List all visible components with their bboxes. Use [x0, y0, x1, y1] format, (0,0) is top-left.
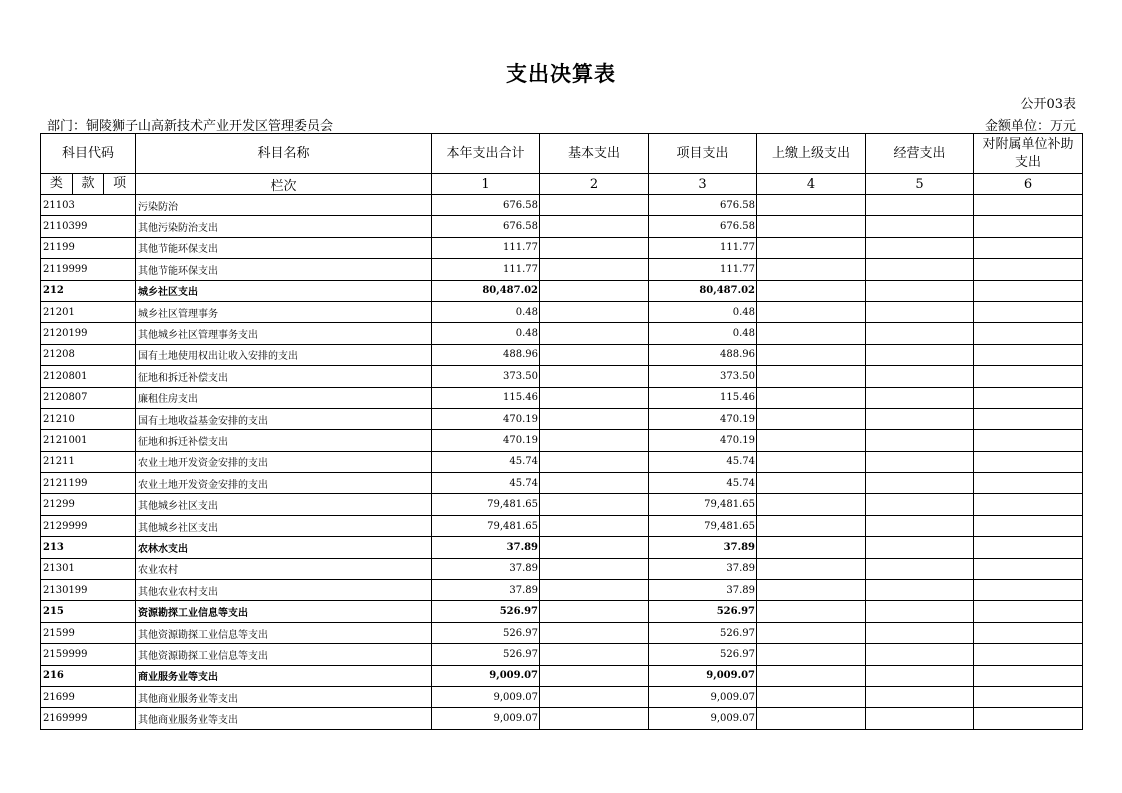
table-row [41, 580, 1083, 601]
cell-business [866, 601, 974, 622]
cell-subsidy [974, 515, 1083, 536]
cell-project: 470.19 [649, 408, 757, 429]
cell-total: 37.89 [432, 558, 540, 579]
cell-basic [540, 280, 649, 301]
cell-project: 0.48 [649, 301, 757, 322]
cell-code: 2121199 [41, 473, 136, 494]
cell-name: 其他节能环保支出 [136, 259, 432, 280]
cell-upper [757, 323, 866, 344]
cell-name: 征地和拆迁补偿支出 [136, 430, 432, 451]
cell-total: 0.48 [432, 323, 540, 344]
cell-business [866, 644, 974, 665]
cell-code: 2129999 [41, 515, 136, 536]
cell-business [866, 387, 974, 408]
header-business: 经营支出 [866, 134, 974, 174]
table-row [41, 644, 1083, 665]
cell-name: 其他城乡社区支出 [136, 494, 432, 515]
cell-business [866, 323, 974, 344]
index-lei: 类 [41, 174, 73, 194]
cell-project: 79,481.65 [649, 515, 757, 536]
cell-total: 526.97 [432, 622, 540, 643]
cell-total: 79,481.65 [432, 515, 540, 536]
cell-total: 488.96 [432, 344, 540, 365]
cell-project: 45.74 [649, 473, 757, 494]
cell-basic [540, 644, 649, 665]
index-c5: 5 [866, 174, 974, 195]
cell-basic [540, 494, 649, 515]
cell-upper [757, 665, 866, 686]
cell-basic [540, 259, 649, 280]
header-subsidy: 对附属单位补助支出 [974, 134, 1083, 174]
cell-code: 215 [41, 601, 136, 622]
expenditure-table [40, 133, 1083, 730]
table-row [41, 537, 1083, 558]
cell-total: 373.50 [432, 366, 540, 387]
cell-upper [757, 259, 866, 280]
cell-basic [540, 473, 649, 494]
cell-upper [757, 622, 866, 643]
cell-upper [757, 408, 866, 429]
cell-total: 115.46 [432, 387, 540, 408]
cell-name: 城乡社区支出 [136, 280, 432, 301]
cell-total: 0.48 [432, 301, 540, 322]
table-row [41, 686, 1083, 707]
cell-basic [540, 708, 649, 729]
cell-business [866, 366, 974, 387]
cell-name: 其他资源勘探工业信息等支出 [136, 644, 432, 665]
cell-upper [757, 708, 866, 729]
cell-upper [757, 494, 866, 515]
cell-project: 9,009.07 [649, 708, 757, 729]
cell-project: 79,481.65 [649, 494, 757, 515]
cell-business [866, 515, 974, 536]
cell-subsidy [974, 259, 1083, 280]
cell-basic [540, 537, 649, 558]
cell-business [866, 558, 974, 579]
table-row [41, 622, 1083, 643]
cell-business [866, 494, 974, 515]
cell-business [866, 537, 974, 558]
cell-upper [757, 344, 866, 365]
index-c6: 6 [974, 174, 1083, 195]
table-header-row [41, 134, 1083, 174]
table-row [41, 708, 1083, 729]
cell-code: 21208 [41, 344, 136, 365]
cell-subsidy [974, 665, 1083, 686]
cell-upper [757, 644, 866, 665]
cell-subsidy [974, 195, 1083, 216]
table-row [41, 301, 1083, 322]
cell-project: 37.89 [649, 580, 757, 601]
table-row [41, 430, 1083, 451]
index-c4: 4 [757, 174, 866, 195]
index-kuan: 款 [73, 174, 105, 194]
cell-name: 其他农业农村支出 [136, 580, 432, 601]
cell-project: 111.77 [649, 259, 757, 280]
cell-upper [757, 515, 866, 536]
cell-business [866, 580, 974, 601]
table-row [41, 344, 1083, 365]
cell-basic [540, 622, 649, 643]
cell-basic [540, 408, 649, 429]
table-body [41, 195, 1083, 730]
cell-code: 21211 [41, 451, 136, 472]
table-row [41, 280, 1083, 301]
cell-total: 111.77 [432, 259, 540, 280]
cell-business [866, 344, 974, 365]
cell-subsidy [974, 323, 1083, 344]
table-row [41, 195, 1083, 216]
cell-name: 农业土地开发资金安排的支出 [136, 451, 432, 472]
cell-code: 2120199 [41, 323, 136, 344]
cell-basic [540, 387, 649, 408]
cell-project: 526.97 [649, 601, 757, 622]
cell-basic [540, 601, 649, 622]
cell-upper [757, 537, 866, 558]
cell-project: 37.89 [649, 558, 757, 579]
cell-basic [540, 558, 649, 579]
cell-code: 21301 [41, 558, 136, 579]
cell-project: 9,009.07 [649, 686, 757, 707]
cell-code: 2110399 [41, 216, 136, 237]
cell-basic [540, 580, 649, 601]
cell-business [866, 237, 974, 258]
cell-total: 37.89 [432, 537, 540, 558]
cell-business [866, 708, 974, 729]
cell-subsidy [974, 622, 1083, 643]
cell-name: 商业服务业等支出 [136, 665, 432, 686]
table-row [41, 237, 1083, 258]
cell-project: 470.19 [649, 430, 757, 451]
cell-code: 212 [41, 280, 136, 301]
cell-name: 资源勘探工业信息等支出 [136, 601, 432, 622]
cell-subsidy [974, 708, 1083, 729]
cell-subsidy [974, 494, 1083, 515]
cell-business [866, 686, 974, 707]
cell-subsidy [974, 366, 1083, 387]
cell-subsidy [974, 430, 1083, 451]
cell-total: 470.19 [432, 408, 540, 429]
table-row [41, 665, 1083, 686]
cell-name: 其他商业服务业等支出 [136, 686, 432, 707]
cell-total: 80,487.02 [432, 280, 540, 301]
cell-business [866, 259, 974, 280]
cell-total: 111.77 [432, 237, 540, 258]
cell-name: 农业土地开发资金安排的支出 [136, 473, 432, 494]
unit-label: 金额单位：万元 [984, 119, 1076, 134]
table-row [41, 408, 1083, 429]
table-row [41, 558, 1083, 579]
cell-upper [757, 195, 866, 216]
cell-subsidy [974, 216, 1083, 237]
header-upper: 上缴上级支出 [757, 134, 866, 174]
form-number: 公开03表 [1020, 97, 1076, 112]
cell-subsidy [974, 237, 1083, 258]
cell-basic [540, 665, 649, 686]
index-c3: 3 [649, 174, 757, 195]
cell-name: 农林水支出 [136, 537, 432, 558]
header-project: 项目支出 [649, 134, 757, 174]
header-total: 本年支出合计 [432, 134, 540, 174]
cell-basic [540, 686, 649, 707]
cell-business [866, 622, 974, 643]
cell-project: 676.58 [649, 195, 757, 216]
cell-subsidy [974, 644, 1083, 665]
cell-subsidy [974, 387, 1083, 408]
index-code-cell [41, 174, 136, 195]
index-xiang: 项 [113, 176, 127, 191]
cell-project: 488.96 [649, 344, 757, 365]
cell-upper [757, 473, 866, 494]
cell-subsidy [974, 558, 1083, 579]
cell-upper [757, 430, 866, 451]
cell-upper [757, 580, 866, 601]
cell-business [866, 665, 974, 686]
cell-name: 国有土地使用权出让收入安排的支出 [136, 344, 432, 365]
cell-upper [757, 366, 866, 387]
cell-name: 其他城乡社区管理事务支出 [136, 323, 432, 344]
table-row [41, 216, 1083, 237]
cell-name: 城乡社区管理事务 [136, 301, 432, 322]
cell-code: 2120807 [41, 387, 136, 408]
cell-project: 80,487.02 [649, 280, 757, 301]
cell-project: 115.46 [649, 387, 757, 408]
cell-code: 216 [41, 665, 136, 686]
header-code: 科目代码 [41, 134, 136, 174]
cell-name: 其他商业服务业等支出 [136, 708, 432, 729]
cell-code: 2130199 [41, 580, 136, 601]
cell-basic [540, 216, 649, 237]
cell-total: 9,009.07 [432, 686, 540, 707]
cell-total: 526.97 [432, 601, 540, 622]
cell-project: 37.89 [649, 537, 757, 558]
department-label: 部门：铜陵狮子山高新技术产业开发区管理委员会 [47, 119, 334, 134]
cell-total: 45.74 [432, 473, 540, 494]
cell-total: 9,009.07 [432, 665, 540, 686]
cell-code: 21699 [41, 686, 136, 707]
cell-code: 21201 [41, 301, 136, 322]
cell-name: 国有土地收益基金安排的支出 [136, 408, 432, 429]
cell-project: 9,009.07 [649, 665, 757, 686]
cell-business [866, 430, 974, 451]
index-row [41, 174, 1083, 195]
cell-subsidy [974, 280, 1083, 301]
cell-business [866, 280, 974, 301]
cell-business [866, 473, 974, 494]
cell-name: 其他节能环保支出 [136, 237, 432, 258]
cell-total: 470.19 [432, 430, 540, 451]
cell-upper [757, 280, 866, 301]
cell-code: 2169999 [41, 708, 136, 729]
header-basic: 基本支出 [540, 134, 649, 174]
cell-name: 其他城乡社区支出 [136, 515, 432, 536]
table-row [41, 387, 1083, 408]
cell-subsidy [974, 580, 1083, 601]
cell-code: 2159999 [41, 644, 136, 665]
cell-name: 其他资源勘探工业信息等支出 [136, 622, 432, 643]
table-row [41, 515, 1083, 536]
cell-name: 廉租住房支出 [136, 387, 432, 408]
cell-name: 污染防治 [136, 195, 432, 216]
cell-basic [540, 195, 649, 216]
index-c2: 2 [540, 174, 649, 195]
cell-total: 79,481.65 [432, 494, 540, 515]
cell-business [866, 408, 974, 429]
cell-code: 2119999 [41, 259, 136, 280]
cell-project: 111.77 [649, 237, 757, 258]
page-title: 支出决算表 [506, 62, 616, 86]
cell-basic [540, 515, 649, 536]
cell-upper [757, 387, 866, 408]
cell-upper [757, 686, 866, 707]
cell-business [866, 216, 974, 237]
index-c1: 1 [432, 174, 540, 195]
cell-upper [757, 451, 866, 472]
cell-upper [757, 237, 866, 258]
cell-upper [757, 301, 866, 322]
cell-code: 21103 [41, 195, 136, 216]
cell-upper [757, 601, 866, 622]
cell-name: 农业农村 [136, 558, 432, 579]
cell-total: 45.74 [432, 451, 540, 472]
cell-basic [540, 301, 649, 322]
cell-project: 0.48 [649, 323, 757, 344]
cell-basic [540, 323, 649, 344]
cell-code: 21210 [41, 408, 136, 429]
cell-business [866, 301, 974, 322]
cell-upper [757, 558, 866, 579]
table-row [41, 259, 1083, 280]
index-lanci: 栏次 [136, 174, 432, 195]
cell-total: 526.97 [432, 644, 540, 665]
cell-name: 征地和拆迁补偿支出 [136, 366, 432, 387]
cell-code: 21299 [41, 494, 136, 515]
cell-code: 213 [41, 537, 136, 558]
cell-project: 526.97 [649, 622, 757, 643]
table-row [41, 601, 1083, 622]
table-row [41, 323, 1083, 344]
header-name: 科目名称 [136, 134, 432, 174]
cell-subsidy [974, 686, 1083, 707]
cell-business [866, 195, 974, 216]
cell-subsidy [974, 451, 1083, 472]
table-row [41, 494, 1083, 515]
cell-project: 526.97 [649, 644, 757, 665]
cell-total: 676.58 [432, 216, 540, 237]
cell-code: 21599 [41, 622, 136, 643]
cell-subsidy [974, 344, 1083, 365]
cell-basic [540, 430, 649, 451]
table-row [41, 366, 1083, 387]
cell-code: 21199 [41, 237, 136, 258]
cell-subsidy [974, 601, 1083, 622]
cell-total: 9,009.07 [432, 708, 540, 729]
cell-subsidy [974, 537, 1083, 558]
cell-code: 2120801 [41, 366, 136, 387]
cell-name: 其他污染防治支出 [136, 216, 432, 237]
cell-total: 37.89 [432, 580, 540, 601]
cell-code: 2121001 [41, 430, 136, 451]
cell-upper [757, 216, 866, 237]
cell-project: 45.74 [649, 451, 757, 472]
cell-basic [540, 344, 649, 365]
cell-subsidy [974, 408, 1083, 429]
table-row [41, 473, 1083, 494]
cell-total: 676.58 [432, 195, 540, 216]
cell-project: 373.50 [649, 366, 757, 387]
cell-basic [540, 366, 649, 387]
cell-basic [540, 237, 649, 258]
cell-subsidy [974, 473, 1083, 494]
cell-subsidy [974, 301, 1083, 322]
cell-business [866, 451, 974, 472]
cell-basic [540, 451, 649, 472]
cell-project: 676.58 [649, 216, 757, 237]
table-row [41, 451, 1083, 472]
